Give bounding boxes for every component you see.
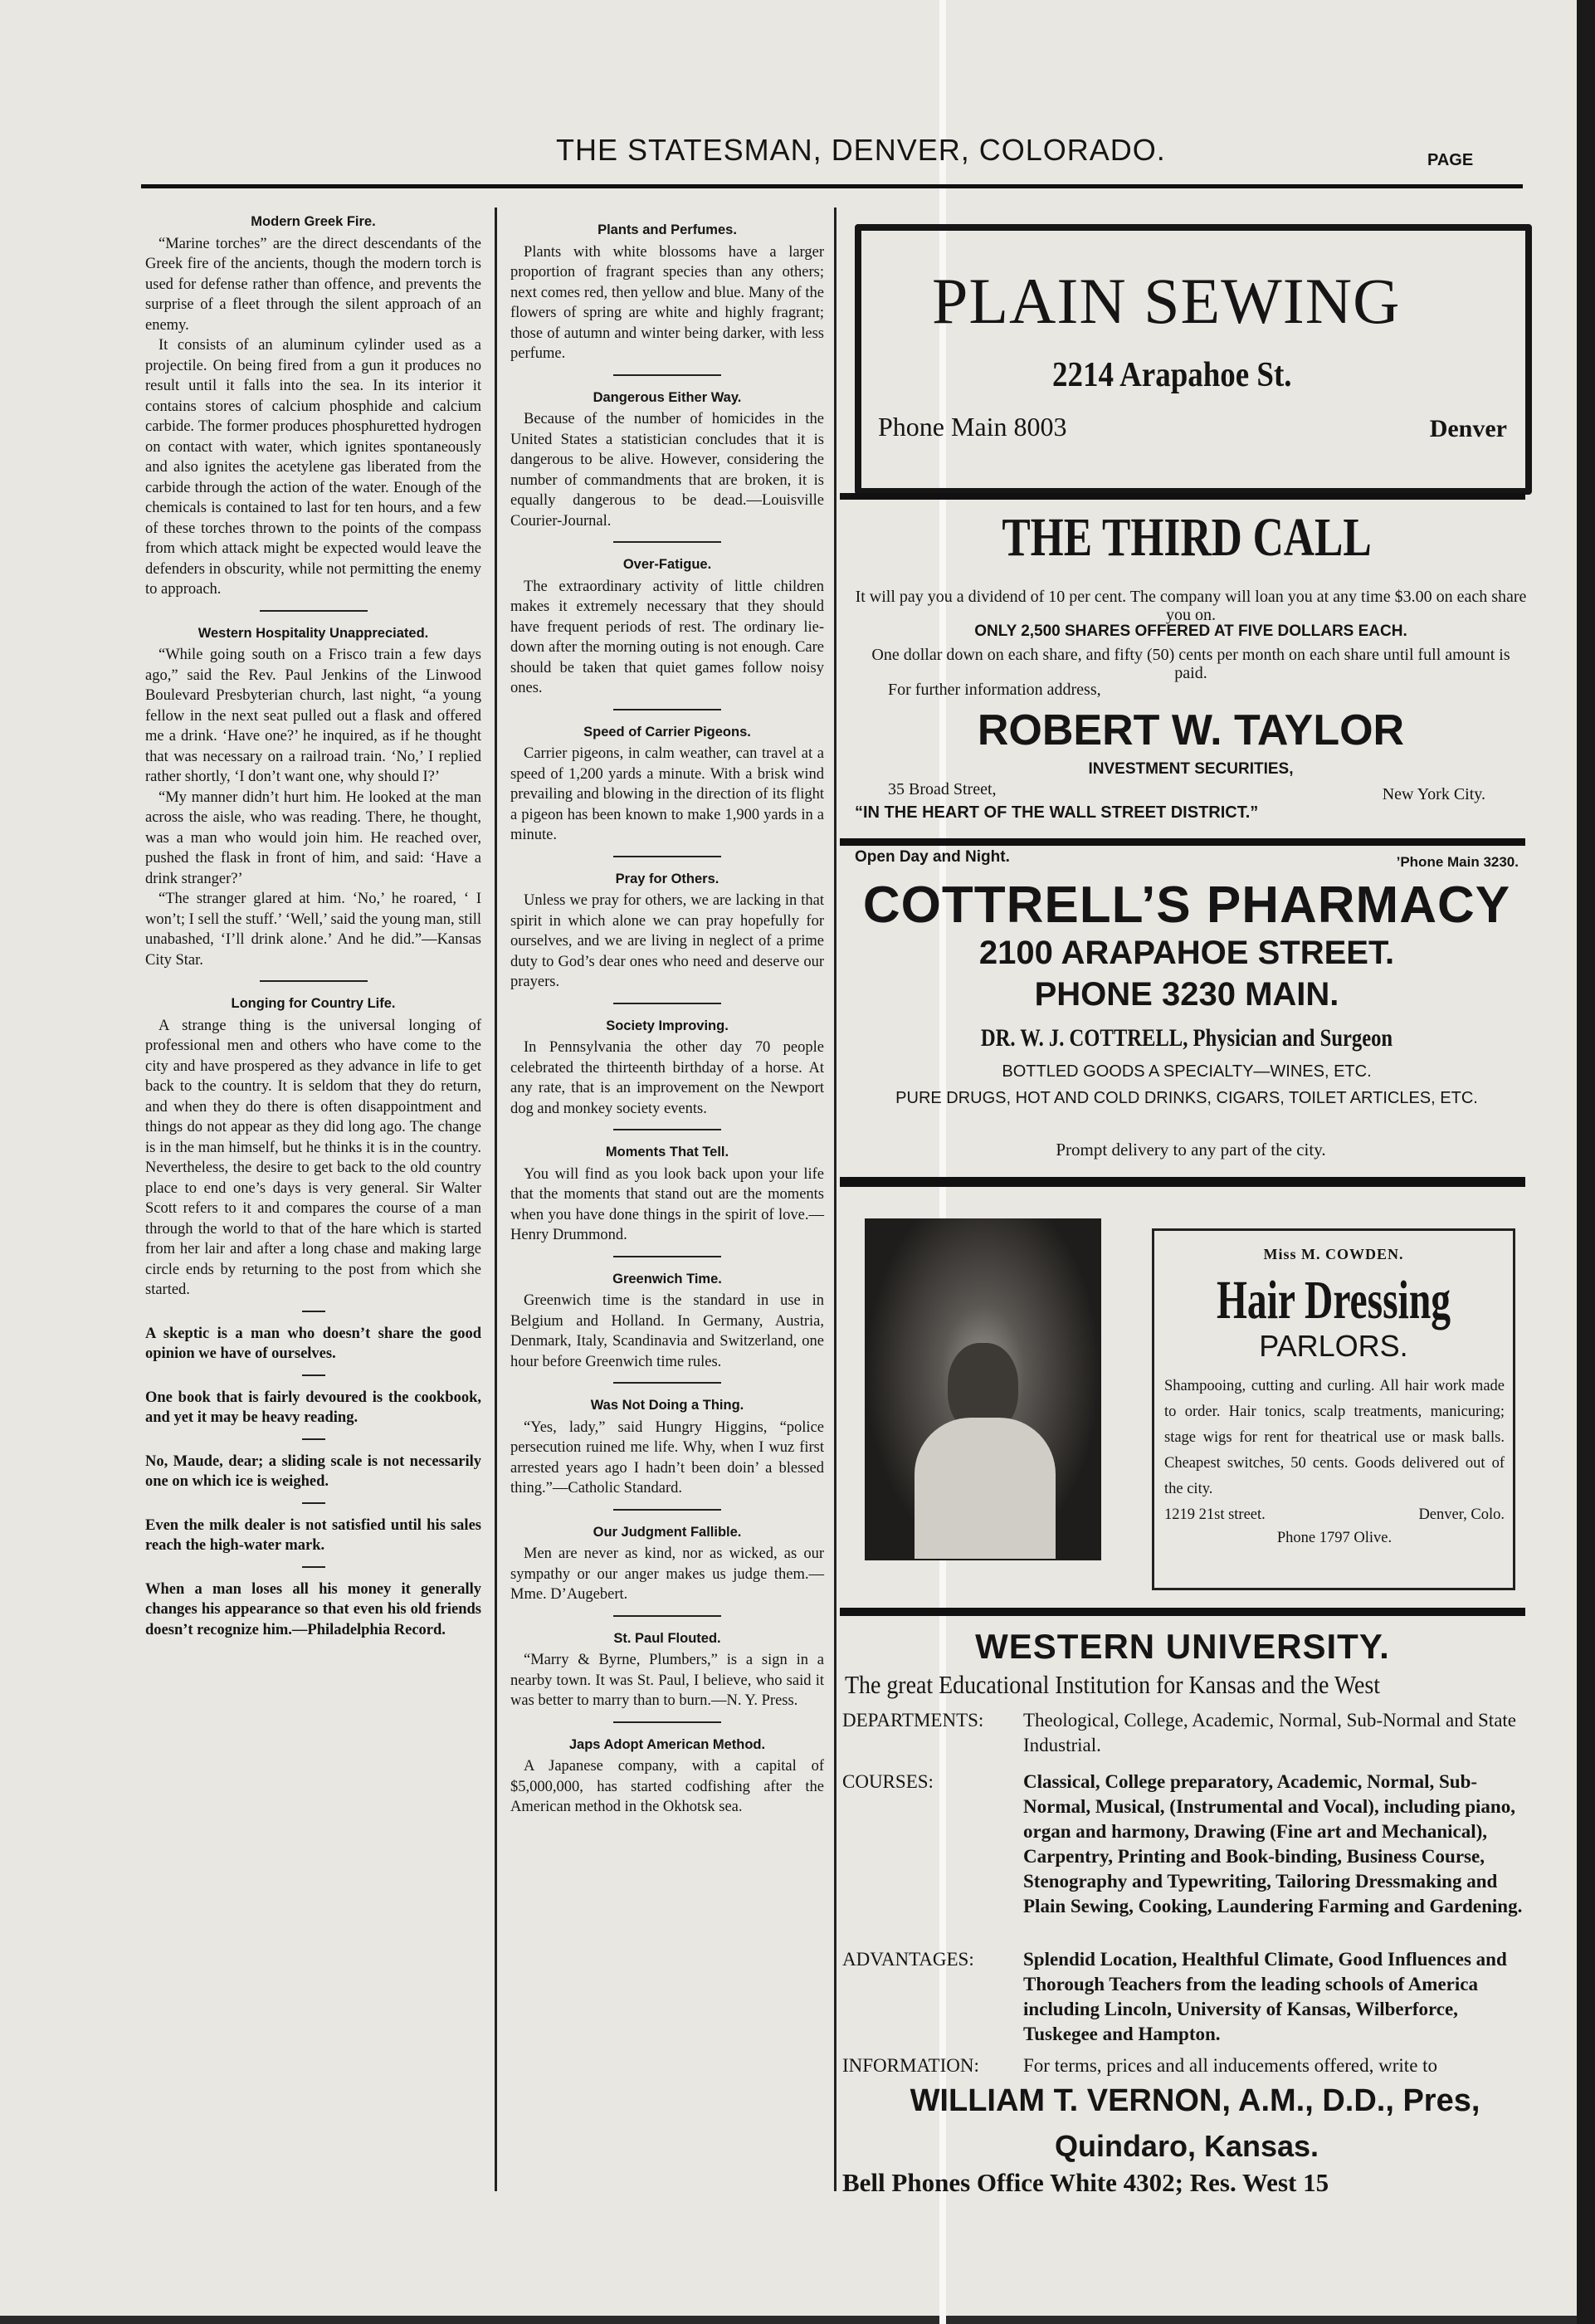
article [510, 1142, 824, 1246]
departments-value: Theological, College, Academic, Normal, Sub-Normal and State Industrial. [1023, 1710, 1517, 1755]
article [145, 212, 481, 600]
hair-address-line [1164, 1502, 1505, 1528]
article-separator [613, 374, 721, 376]
article-separator [260, 610, 368, 612]
information-label: INFORMATION: [842, 2055, 979, 2076]
third-call-address-note: For further information address, [888, 681, 1101, 699]
article-separator [613, 856, 721, 857]
column-2 [510, 220, 824, 1828]
article-paragraph: “The stranger glared at him. ‘No,’ he roared, ‘ I won’t; I sell the stuff.’ ‘Well,’ said the young man, still unabashed, ‘I’ll drink alone.’ And he did.”—Kansas City Star. [145, 891, 481, 969]
article-paragraph: Carrier pigeons, in calm weather, can travel at a speed of 1,200 yards a minute. With a brisk wind prevailing and blowing in the direction of its flight a pigeon has been known to make 1,900 yards in a minute. [510, 745, 824, 843]
article-separator [613, 1003, 721, 1004]
hair-phone: Phone 1797 Olive. [1276, 1530, 1393, 1546]
article-paragraph: “While going south on a Frisco train a few days ago,” said the Rev. Paul Jenkins of the Linwood Boulevard Presbyterian church, last night, “a young fellow in the next seat pulled out a flask and offered me a drink. ‘Have one?’ he inquired, as if he thought that was necessary on a railroad train. ‘No,’ I replied rather shortly, ‘I don’t want one, why should I?’ [145, 647, 481, 785]
article [510, 1016, 824, 1120]
article-paragraph: “Yes, lady,” said Hungry Higgins, “police persecution ruined me life. Why, when I wuz first arrested years ago I hadn’t been doin’ a blessed thing.”—Catholic Standard. [510, 1418, 824, 1496]
article-title: Plants and Perfumes. [598, 222, 737, 237]
article-separator [613, 709, 721, 710]
article-paragraph: No, Maude, dear; a sliding scale is not necessarily one on which ice is weighed. [145, 1452, 481, 1490]
pharmacy-bottled: BOTTLED GOODS A SPECIALTY—WINES, ETC. [1002, 1062, 1372, 1081]
article-title: Over-Fatigue. [622, 557, 712, 572]
article-separator [613, 1382, 721, 1384]
pharmacy-doctor: DR. W. J. COTTRELL, Physician and Surgeon [980, 1024, 1393, 1052]
column-divider [495, 208, 497, 2191]
university-subtitle: The great Educational Institution for Kansas and the West [845, 1670, 1380, 1699]
article [510, 1395, 824, 1499]
robert-taylor-city: New York City. [1382, 785, 1485, 803]
filler-item [145, 1516, 481, 1556]
article-paragraph: Even the milk dealer is not satisfied until his sales reach the high-water mark. [145, 1516, 481, 1554]
ad-divider [840, 493, 1525, 500]
robert-taylor-street: 35 Broad Street, [888, 780, 997, 798]
article-title: St. Paul Flouted. [613, 1630, 721, 1646]
third-call-dividend: It will pay you a dividend of 10 per cent. The company will loan you at any time $3.00 on each share you on. [855, 588, 1527, 624]
article-paragraph: It consists of an aluminum cylinder used as a projectile. On being fired from a gun it produces no result until it falls into the sea. In its interior it contains stores of calcium phosphide and calcium carbide. The former produces phosphuretted hydrogen on contact with water, which ignites spontaneously and also ignites the acetylene gas liberated from the carbide through the action of the water. Enough of the chemicals is contained to last for ten hours, and a few of these torches thrown to the points of the compass from which attack might be expected would leave the defenders in obscurity, while not permitting the enemy to approach. [145, 337, 481, 598]
article-paragraph: Unless we pray for others, we are lacking in that spirit in which alone we can pray hopefully for ourselves, and we are living in neglect of a prime duty to God’s dear ones who need and deserve our prayers. [510, 892, 824, 990]
hair-headline: Hair Dressing [1216, 1270, 1451, 1330]
portrait-bust [915, 1418, 1056, 1559]
article-paragraph: “My manner didn’t hurt him. He looked at the man across the aisle, who was reading. There, he thought, was a man who would join him. He reached over, pushed the flask in front of him, and said: ‘Have a drink stranger?’ [145, 788, 481, 887]
pharmacy-street: 2100 ARAPAHOE STREET. [978, 935, 1395, 971]
article [510, 1522, 824, 1605]
filler-item [145, 1324, 481, 1365]
pharmacy-open: Open Day and Night. [855, 848, 1010, 866]
article [145, 994, 481, 1301]
article-separator [613, 1615, 721, 1617]
article-paragraph: You will find as you look back upon your life that the moments that stand out are the moments when you have done things in the spirit of love.—Henry Drummond. [510, 1165, 824, 1243]
article-separator [613, 1509, 721, 1511]
newspaper-title: THE STATESMAN, DENVER, COLORADO. [556, 133, 1166, 167]
courses-label: COURSES: [842, 1771, 934, 1792]
article-separator [613, 1721, 721, 1723]
article-separator [613, 1256, 721, 1257]
article-paragraph: One book that is fairly devoured is the cookbook, and yet it may be heavy reading. [145, 1389, 481, 1426]
article-separator [613, 1129, 721, 1130]
ad-city: Denver [1429, 415, 1507, 442]
ad-hair-dressing [1152, 1228, 1515, 1590]
pharmacy-phone-top: ’Phone Main 3230. [1396, 854, 1519, 870]
ad-address: 2214 Arapahoe St. [1052, 356, 1292, 394]
article-title: Moments That Tell. [605, 1145, 729, 1160]
university-departments [842, 1708, 1531, 1760]
column-1 [145, 212, 481, 1650]
article-title: Western Hospitality Unappreciated. [198, 625, 429, 641]
article-paragraph: Plants with white blossoms have a larger proportion of fragrant species than any others; next comes red, then yellow and blue. Many of the flowers of spring are white and highly fragrant; those of autumn and winter being darker, with less perfume. [510, 243, 824, 362]
page-label: PAGE [1427, 151, 1474, 169]
article-paragraph: “Marry & Byrne, Plumbers,” is a sign in a nearby town. It was St. Paul, I believe, who said it was better to marry than to burn.—N. Y. Press. [510, 1652, 824, 1709]
article-title: Society Improving. [606, 1018, 729, 1033]
article-separator [260, 980, 368, 982]
university-courses [842, 1770, 1531, 1944]
university-address: Quindaro, Kansas. [1054, 2129, 1319, 2163]
article-title: Was Not Doing a Thing. [590, 1398, 744, 1413]
article-title: Greenwich Time. [612, 1271, 722, 1286]
university-phones: Bell Phones Office White 4302; Res. West 15 [842, 2168, 1329, 2197]
pharmacy-name: COTTRELL’S PHARMACY [862, 876, 1511, 934]
hair-description [1164, 1374, 1505, 1548]
robert-taylor-name: ROBERT W. TAYLOR [977, 706, 1405, 754]
pharmacy-phone: PHONE 3230 MAIN. [1034, 976, 1339, 1013]
ad-divider [840, 838, 1525, 846]
university-headline: WESTERN UNIVERSITY. [975, 1627, 1390, 1666]
article-paragraph: A strange thing is the universal longing of professional men and others who have come to the city and have prospered as they advance in life to get back to the country. It is seldom that they do return, and when they do there is often disappointment and things do not appear as they did long ago. The change is in the man himself, but he thinks it is in the country. Nevertheless, the desire to get back to the old country place to end one’s days is very general. Sir Walter Scott refers to it and compares the course of a man through the world to that of the hare which is started from her lair and after a long chase and making large circle ends by returning to the post from which she started. [145, 1017, 481, 1298]
ad-divider [840, 1177, 1525, 1187]
article-paragraph: “Marine torches” are the direct descendants of the Greek fire of the ancients, though the modern torch is used for defense rather than offence, and prevents the surprise of a fleet through the silent approach of an enemy. [145, 235, 481, 334]
filler-item [145, 1579, 481, 1641]
pharmacy-drugs: PURE DRUGS, HOT AND COLD DRINKS, CIGARS, TOILET ARTICLES, ETC. [895, 1089, 1478, 1107]
article [510, 1628, 824, 1711]
hair-proprietor: Miss M. COWDEN. [1263, 1246, 1404, 1262]
information-value: For terms, prices and all inducements offered, write to [1023, 2055, 1438, 2076]
article-paragraph: A Japanese company, with a capital of $5,000,000, has started codfishing after the American method in the Okhotsk sea. [510, 1758, 824, 1815]
article-title: Longing for Country Life. [231, 996, 396, 1011]
article-title: Pray for Others. [615, 871, 719, 886]
courses-value: Classical, College preparatory, Academic, Normal, Sub-Normal, Musical, (Instrumental and Vocal), including piano, organ and harmony, Drawing (Fine art and Mechanical), Carpentry, Printing and Book-binding, Business Course, Stenography and Typewriting, Tailoring Dressmaking and Plain Sewing, Cooking, Laundering Farming and Gardening. [1023, 1771, 1523, 1916]
hair-street: 1219 21st street. [1164, 1506, 1266, 1523]
robert-taylor-business: INVESTMENT SECURITIES, [1088, 760, 1294, 778]
article [510, 1269, 824, 1373]
article-separator [613, 541, 721, 543]
article-title: Modern Greek Fire. [251, 214, 376, 229]
article-title: Dangerous Either Way. [593, 389, 742, 405]
article-separator [302, 1311, 325, 1312]
university-president: WILLIAM T. VERNON, A.M., D.D., Pres, [910, 2083, 1480, 2118]
university-information [842, 2053, 1531, 2078]
article-paragraph: Because of the number of homicides in the United States a statistician concludes that it is dangerous to be alive. However, considering the number of commandments that are broken, it is equally dangerous to be dead.—Louisville Courier-Journal. [510, 411, 824, 530]
ad-divider [840, 1608, 1525, 1616]
article [510, 1735, 824, 1818]
article-separator [302, 1438, 325, 1440]
article-paragraph: In Pennsylvania the other day 70 people celebrated the thirteenth birthday of a horse. At any rate, that is an improvement on the Newport dog and monkey society events. [510, 1039, 824, 1117]
article-title: Our Judgment Fallible. [593, 1524, 742, 1540]
article-paragraph: A skeptic is a man who doesn’t share the good opinion we have of ourselves. [145, 1325, 481, 1362]
pharmacy-delivery: Prompt delivery to any part of the city. [1056, 1140, 1326, 1160]
filler-item [145, 1452, 481, 1492]
article-title: Speed of Carrier Pigeons. [583, 724, 751, 740]
third-call-headline: THE THIRD CALL [1002, 507, 1372, 568]
article-separator [302, 1502, 325, 1504]
article [145, 623, 481, 971]
departments-label: DEPARTMENTS: [842, 1710, 984, 1731]
ad-phone: Phone Main 8003 [878, 412, 1067, 442]
article [510, 722, 824, 846]
article [510, 554, 824, 699]
masthead [141, 133, 1519, 174]
advantages-value: Splendid Location, Healthful Climate, Good Influences and Thorough Teachers from the leading schools of America including Lincoln, University of Kansas, Wilberforce, Tuskegee and Hampton. [1023, 1949, 1507, 2044]
scan-edge [1577, 0, 1595, 2324]
article [510, 220, 824, 364]
article-paragraph: Greenwich time is the standard in use in Belgium and Holland. In Germany, Austria, Denmark, Italy, Scandinavia and Switzerland, one hour before Greenwich time rules. [510, 1292, 824, 1370]
ad-headline: PLAIN SEWING [932, 265, 1401, 337]
third-call-terms: One dollar down on each share, and fifty (50) cents per month on each share until full amount is paid. [871, 646, 1510, 682]
advantages-label: ADVANTAGES: [842, 1949, 974, 1970]
robert-taylor-slogan: “IN THE HEART OF THE WALL STREET DISTRICT.” [855, 803, 1259, 822]
article-separator [302, 1374, 325, 1376]
portrait-photo [865, 1218, 1101, 1560]
article-separator [302, 1566, 325, 1568]
filler-item [145, 1388, 481, 1428]
masthead-rule [141, 184, 1523, 188]
hair-services: Shampooing, cutting and curling. All hair work made to order. Hair tonics, scalp treatments, manicuring; stage wigs for rent for theatrical use or mask balls. Cheapest switches, 50 cents. Goods delivered out of the city. [1164, 1378, 1505, 1497]
third-call-shares: ONLY 2,500 SHARES OFFERED AT FIVE DOLLARS EACH. [974, 622, 1407, 640]
article [510, 388, 824, 532]
hair-parlors: PARLORS. [1259, 1329, 1408, 1363]
article-title: Japs Adopt American Method. [568, 1736, 766, 1752]
article-paragraph: When a man loses all his money it generally changes his appearance so that even his old friends doesn’t recognize him.—Philadelphia Record. [145, 1580, 481, 1638]
ad-plain-sewing [855, 224, 1532, 495]
article-paragraph: The extraordinary activity of little children makes it extremely necessary that they should have frequent periods of rest. The ordinary lie-down after the morning outing is not enough. Care should be taken that quiet games follow noisy ones. [510, 578, 824, 696]
article-paragraph: Men are never as kind, nor as wicked, as our sympathy or our anger makes us judge them.—Mme. D’Augebert. [510, 1545, 824, 1603]
university-advantages [842, 1947, 1531, 2047]
hair-city: Denver, Colo. [1418, 1506, 1505, 1523]
column-divider [834, 208, 837, 2191]
article [510, 869, 824, 993]
